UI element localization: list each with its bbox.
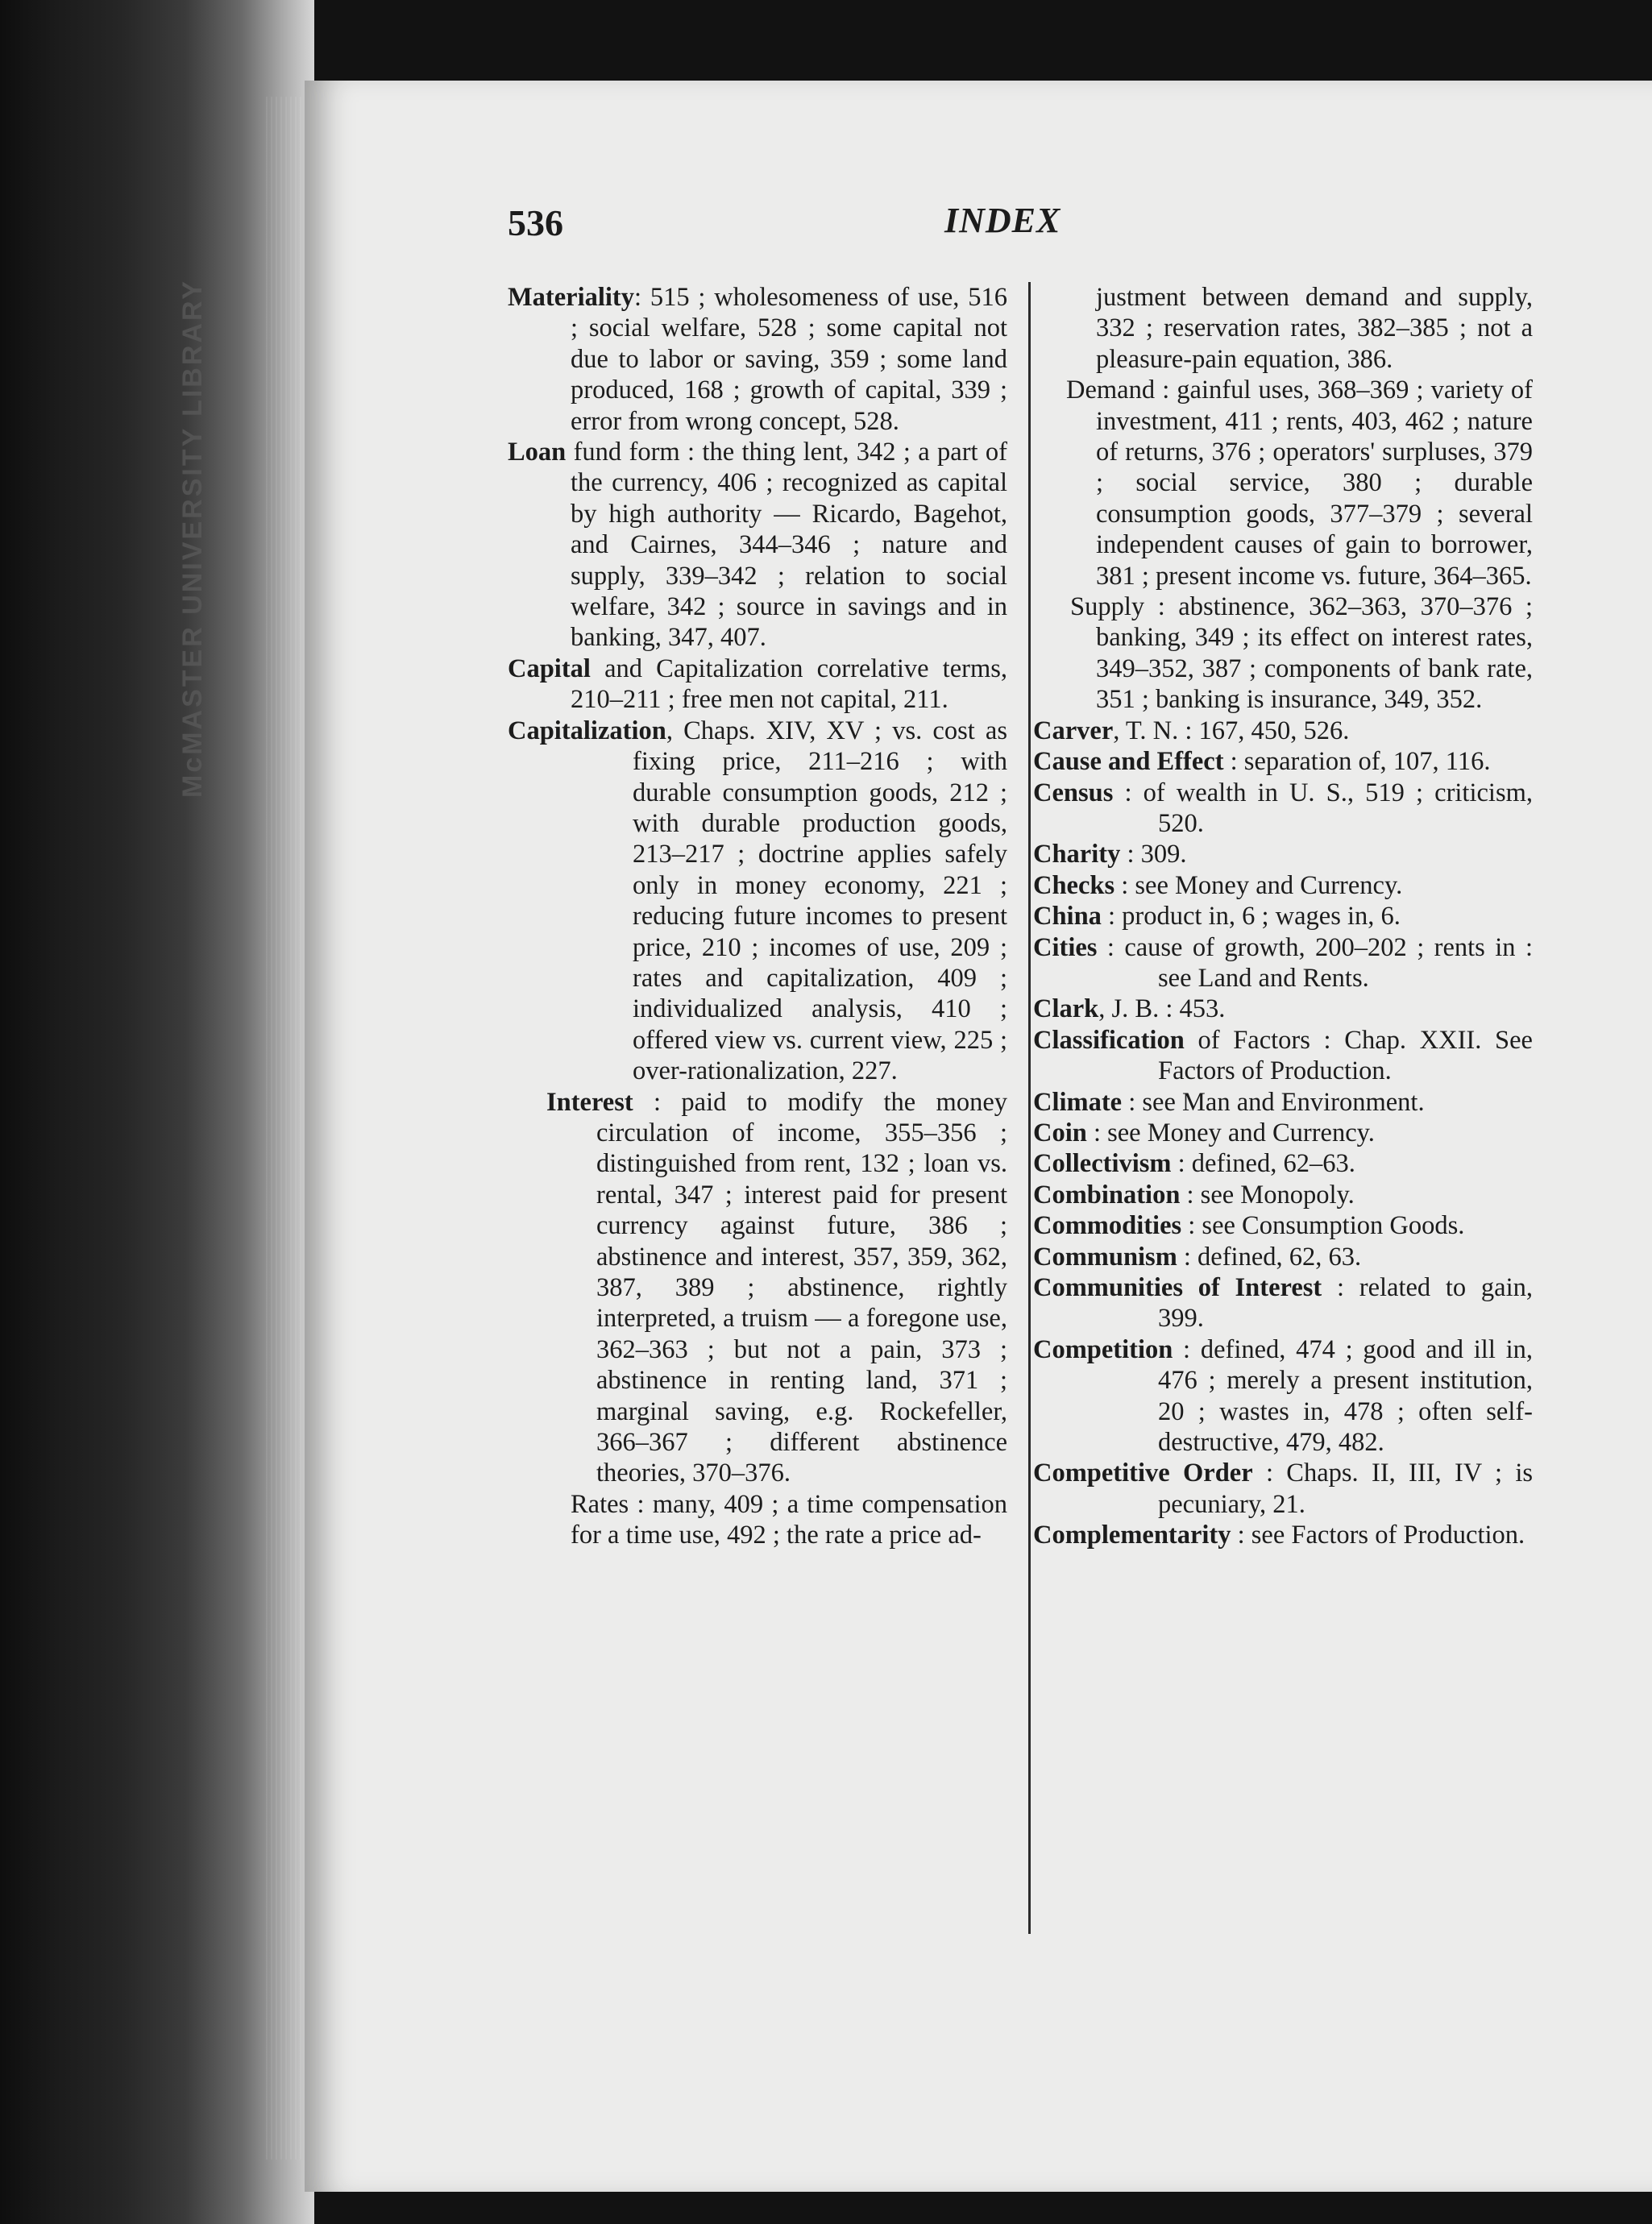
index-entry — [508, 654, 1007, 716]
index-entry — [1033, 1148, 1533, 1179]
index-entry — [1033, 375, 1533, 591]
index-entry — [508, 1087, 1007, 1489]
entry-text: of Factors : Chap. XXII. See Factors of Production. — [1158, 1025, 1533, 1086]
entry-text: : 309. — [1120, 840, 1187, 869]
entry-text: : separation of, 107, 116. — [1223, 747, 1491, 777]
entry-text: Supply : abstinence, 362–363, 370–376 ; banking, 349 ; its effect on interest rates, 349–352, 387 ; components of bank rate, 351 ; banking is insurance, 349, 352. — [1070, 592, 1533, 715]
entry-text: fund form : the thing lent, 342 ; a part of the currency, 406 ; recognized as capital by high authority — Ricardo, Bagehot, and Cairnes, 344–346 ; nature and supply, 339–342 ; relation to social welfare, 342 ; source in savings and in banking, 347, 407. — [566, 438, 1007, 653]
index-entry — [1033, 746, 1533, 777]
index-entry — [1033, 1118, 1533, 1148]
index-entry — [1033, 1272, 1533, 1334]
index-entry — [1033, 716, 1533, 746]
entry-text: , T. N. : 167, 450, 526. — [1113, 716, 1350, 745]
entry-heading: Climate — [1033, 1087, 1123, 1117]
index-entry — [508, 716, 1007, 1087]
entry-heading: Census — [1033, 778, 1114, 807]
index-entry — [508, 437, 1007, 654]
entry-text: : see Consumption Goods. — [1181, 1211, 1465, 1241]
entry-heading: Classification — [1033, 1025, 1185, 1055]
index-entry — [1033, 1180, 1533, 1210]
index-entry — [1033, 778, 1533, 840]
entry-heading: Collectivism — [1033, 1149, 1172, 1179]
index-column-right — [1033, 282, 1533, 1551]
index-entry — [1033, 591, 1533, 716]
entry-text: : see Money and Currency. — [1086, 1118, 1375, 1147]
entry-heading: Interest — [546, 1087, 633, 1117]
index-entry — [1033, 1210, 1533, 1241]
entry-heading: China — [1033, 902, 1102, 932]
entry-text: Rates : many, 409 ; a time compensation for a time use, 492 ; the rate a price ad- — [571, 1489, 1007, 1550]
entry-heading: Cause and Effect — [1033, 747, 1224, 777]
index-entry — [508, 282, 1007, 437]
page-number: 536 — [508, 202, 563, 243]
entry-heading: Communities of Interest — [1033, 1273, 1322, 1302]
entry-text: : Chaps. II, III, IV ; is pecuniary, 21. — [1158, 1458, 1533, 1519]
entry-text: : related to gain, 399. — [1158, 1273, 1533, 1334]
index-entry — [1033, 901, 1533, 932]
entry-heading: Commodities — [1033, 1211, 1182, 1241]
entry-heading: Carver — [1033, 716, 1114, 745]
entry-heading: Competition — [1033, 1334, 1173, 1364]
entry-text: : cause of growth, 200–202 ; rents in : see Land and Rents. — [1097, 932, 1533, 993]
entry-heading: Capitalization — [508, 716, 666, 745]
entry-heading: Communism — [1033, 1242, 1177, 1272]
entry-heading: Combination — [1033, 1180, 1181, 1210]
index-entry — [1033, 1334, 1533, 1458]
index-entry — [1033, 1087, 1533, 1118]
entry-heading: Cities — [1033, 932, 1098, 962]
entry-text: , Chaps. XIV, XV ; vs. cost as fixing price, 211–216 ; with durable consumption goods, 212 ; with durable production goods, 213–217 ; doctrine applies safely only in money economy, 221 ; reducing future incomes to present price, 210 ; incomes of use, 209 ; rates and capitalization, 409 ; individualized analysis, 410 ; offered view vs. current view, 225 ; over-rationalization, 227. — [633, 716, 1007, 1086]
running-head: INDEX — [944, 201, 1061, 240]
index-column-left — [508, 282, 1007, 1551]
entry-text: Demand : gainful uses, 368–369 ; variety of investment, 411 ; rents, 403, 462 ; nature of returns, 376 ; operators' surpluses, 379 ; social service, 380 ; durable consumption goods, 377–379 ; several independent causes of gain to borrower, 381 ; present income vs. future, 364–365. — [1066, 376, 1533, 591]
entry-text: : see Money and Currency. — [1114, 870, 1403, 900]
index-entry — [1033, 282, 1533, 375]
entry-text: : see Monopoly. — [1180, 1180, 1355, 1210]
entry-text: : defined, 474 ; good and ill in, 476 ; merely a present institution, 20 ; wastes in, 478 ; often self-destructive, 479, 482. — [1158, 1334, 1533, 1458]
entry-text: : product in, 6 ; wages in, 6. — [1101, 902, 1401, 932]
index-entry — [1033, 839, 1533, 869]
library-stamp: McMASTER UNIVERSITY LIBRARY — [177, 279, 208, 798]
entry-text: and Capitalization correlative terms, 210–211 ; free men not capital, 211. — [571, 654, 1007, 715]
entry-text: : see Man and Environment. — [1122, 1087, 1425, 1117]
entry-text: : see Factors of Production. — [1231, 1521, 1525, 1550]
index-entry — [1033, 1242, 1533, 1272]
entry-text: , J. B. : 453. — [1098, 994, 1226, 1024]
index-entry — [1033, 994, 1533, 1024]
entry-heading: Competitive Order — [1033, 1458, 1253, 1488]
entry-heading: Clark — [1033, 994, 1099, 1024]
entry-text: : defined, 62, 63. — [1177, 1242, 1362, 1272]
entry-heading: Charity — [1033, 840, 1121, 869]
entry-text: : of wealth in U. S., 519 ; criticism, 520. — [1113, 778, 1533, 838]
entry-heading: Coin — [1033, 1118, 1087, 1147]
entry-heading: Materiality — [508, 283, 635, 312]
entry-text: : paid to modify the money circulation of income, 355–356 ; distinguished from rent, 132 ; loan vs. rental, 347 ; interest paid for present currency against future, 386 ; abstinence and interest, 357, 359, 362, 387, 389 ; abstinence, rightly interpreted, a truism — a foregone use, 362–363 ; but not a pain, 373 ; abstinence in renting land, 371 ; marginal saving, e.g. Rockefeller, 366–367 ; different abstinence theories, 370–376. — [596, 1087, 1007, 1488]
entry-heading: Capital — [508, 654, 591, 683]
entry-heading: Checks — [1033, 870, 1115, 900]
index-entry — [1033, 932, 1533, 994]
entry-text: : 515 ; wholesomeness of use, 516 ; social welfare, 528 ; some capital not due to labor or saving, 359 ; some land produced, 168 ; growth of capital, 339 ; error from wrong concept, 528. — [571, 283, 1007, 436]
entry-text: : defined, 62–63. — [1171, 1149, 1355, 1179]
index-entry — [1033, 1520, 1533, 1550]
index-entry — [1033, 1025, 1533, 1087]
column-rule — [1028, 282, 1031, 1934]
entry-heading: Loan — [508, 438, 567, 467]
entry-heading: Complementarity — [1033, 1521, 1231, 1550]
index-entry — [1033, 1458, 1533, 1520]
index-entry — [508, 1489, 1007, 1551]
entry-text: justment between demand and supply, 332 ; reservation rates, 382–385 ; not a pleasure-pain equation, 386. — [1096, 283, 1533, 374]
index-entry — [1033, 870, 1533, 901]
